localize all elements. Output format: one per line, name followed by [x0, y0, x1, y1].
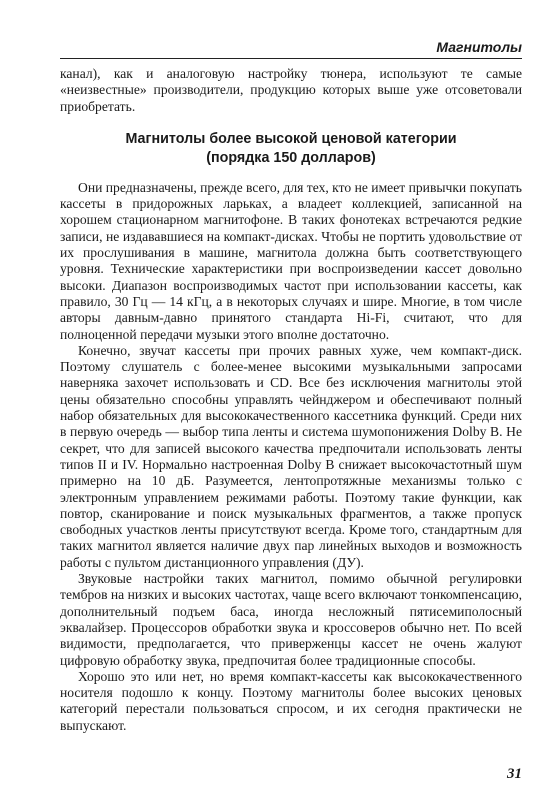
body-text: [60, 66, 522, 734]
page-number: 31: [507, 766, 522, 782]
paragraph: Звуковые настройки таких магнитол, помимо обычной регулировки тембров на низких и высоких частотах, чаще всего включают тонкомпенсацию, дополнительный подъем баса, иногда несложный пятисемиполосный эквалайзер. Процессоров обработки звука и кроссоверов обычно нет. По всей видимости, предполагается, что приверженцы кассет не очень жалуют цифровую обработку звука, предпочитая более традиционные способы.: [60, 571, 522, 668]
paragraph: Хорошо это или нет, но время компакт-кассеты как высококачественного носителя подошло к концу. Поэтому магнитолы более высоких ценовых категорий перестали пользоваться спросом, и их сегодня практически не выпускают.: [60, 668, 522, 733]
intro-paragraph: канал), как и аналоговую настройку тюнера, используют те самые «неизвестные» производители, продукцию которых выше уже отсоветовали приобретать.: [60, 66, 522, 114]
section-title-line-1: Магнитолы более высокой ценовой категории: [125, 130, 457, 147]
section-title-line-2: (порядка 150 долларов): [206, 149, 376, 166]
running-head: Магнитолы: [436, 39, 522, 55]
section-title: [60, 130, 522, 168]
paragraph: Конечно, звучат кассеты при прочих равных хуже, чем компакт-диск. Поэтому слушатель с более-менее высокими музыкальными запросами наверняка захочет использовать и CD. Все без исключения магнитолы этой цены обязательно способны управлять чейнджером и обеспечивают полный набор обязательных для высококачественного кассетника функций. Среди них в первую очередь — выбор типа ленты и система шумопонижения Dolby B. Не секрет, что для записей высокого качества предпочитали использовать ленты типов II и IV. Нормально настроенная Dolby B снижает высокочастотный шум примерно на 10 дБ. Разумеется, лентопротяжные механизмы только с электронным управлением режимами работы. Поэтому такие функции, как повтор, сканирование и поиск музыкальных фрагментов, а также пропуск свободных участков ленты присутствуют всегда. Кроме того, стандартным для таких магнитол является наличие двух пар линейных выходов и возможность работы с пультом дистанционного управления (ДУ).: [60, 342, 522, 570]
page-header: [60, 38, 522, 59]
paragraph: Они предназначены, прежде всего, для тех, кто не имеет привычки покупать кассеты в придорожных ларьках, а владеет коллекцией, записанной на хорошем стационарном магнитофоне. В таких фонотеках встречаются редкие записи, не издававшиеся на компакт-дисках. Чтобы не портить удовольствие от их прослушивания в машине, магнитола должна быть соответствующего уровня. Технические характеристики при воспроизведении кассет довольно высоки. Диапазон воспроизводимых частот при использовании кассеты, как правило, 30 Гц — 14 кГц, а в некоторых случаях и шире. Многие, в том числе авторы давным-давно принятого стандарта Hi-Fi, считают, что для полноценной передачи музыки этого вполне достаточно.: [60, 179, 522, 342]
header-rule: [60, 58, 522, 59]
